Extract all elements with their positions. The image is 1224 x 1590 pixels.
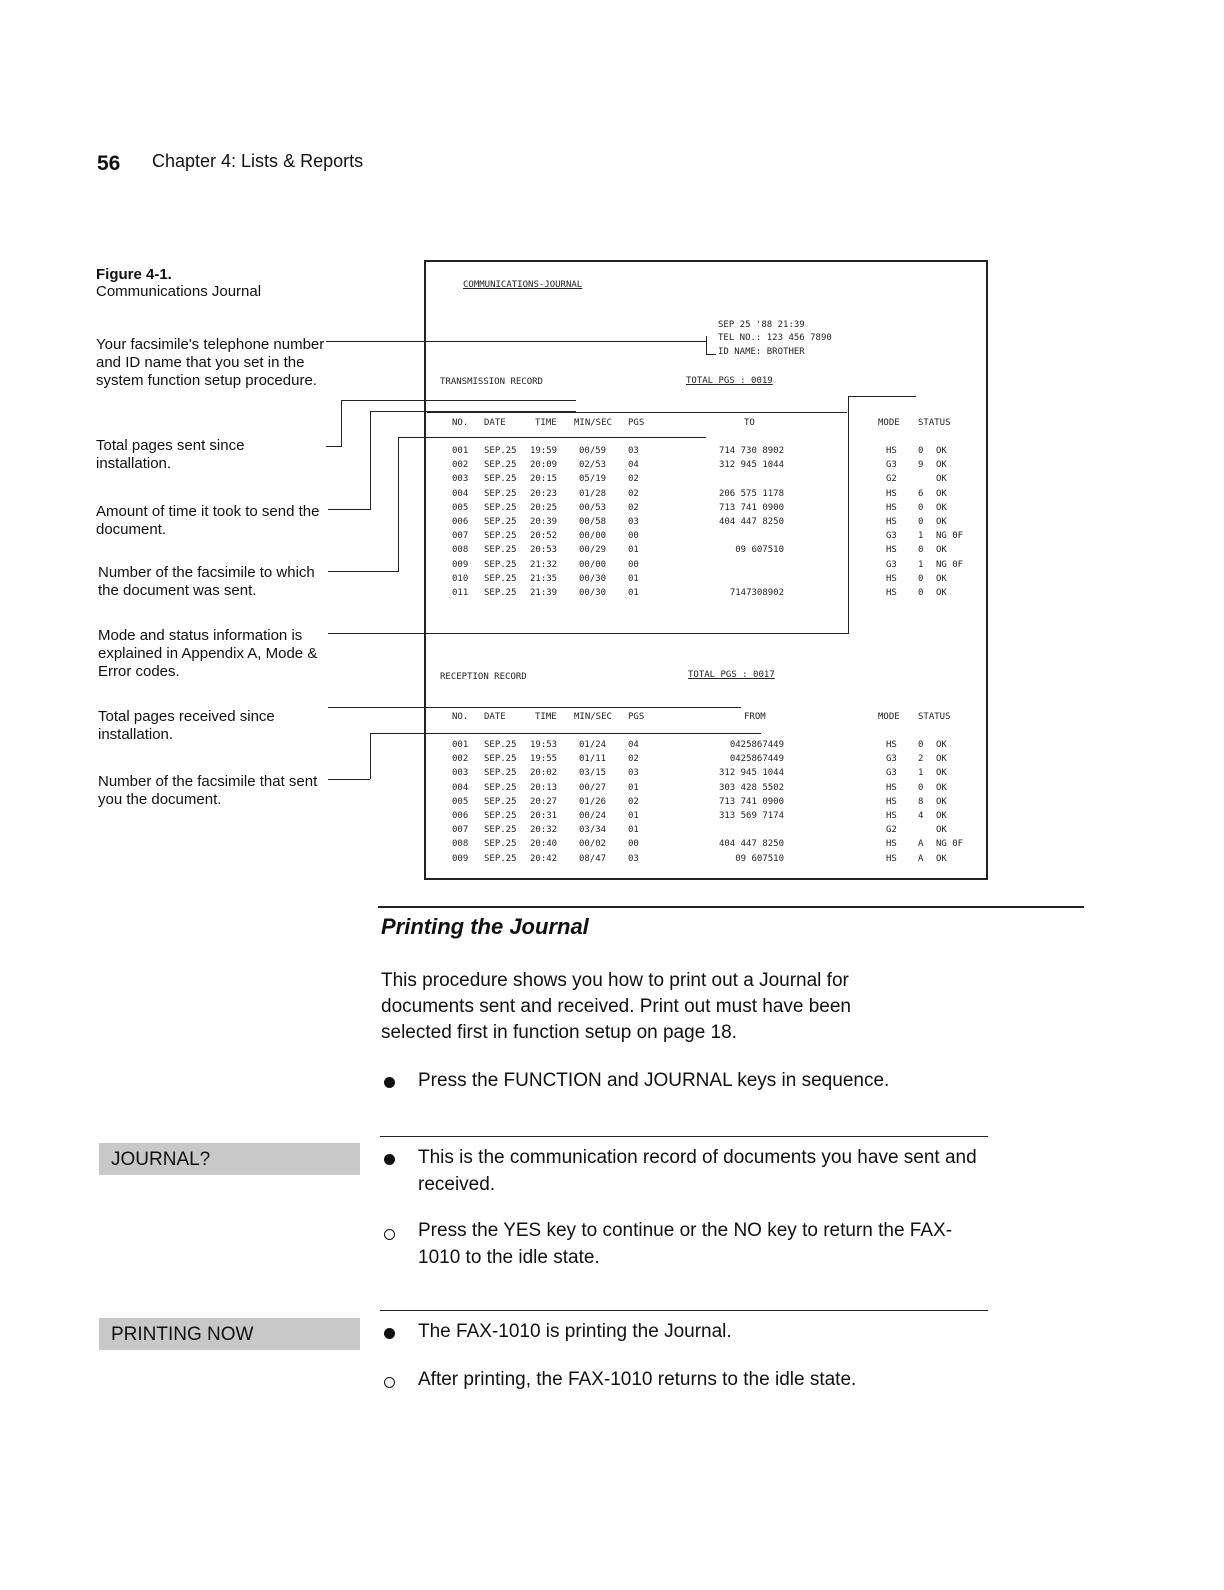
rx-cell: SEP.25 [484,754,517,765]
rx-cell: 02 [628,754,639,765]
callout-mode-status: Mode and status information is explained in Appendix A, Mode & Error codes. [98,627,318,680]
tx-cell: 03 [628,446,639,456]
leader-line [370,411,371,510]
rx-mode-status-cell: HS [886,853,897,864]
tx-col-header: DATE [484,418,506,428]
rx-mode-status-cell: 0 [918,782,924,793]
rx-cell: 03 [628,853,639,864]
journal-tel: TEL NO.: 123 456 7890 [718,333,832,343]
tx-mode-status-cell: G3 [886,460,897,471]
tx-cell: 04 [628,460,639,471]
tx-cell: 00 [628,559,639,570]
tx-cell: 20:23 [530,488,558,499]
leader-line [341,400,342,447]
tx-cell: 20:53 [530,545,558,556]
tx-mode-status-cell: OK [936,446,947,456]
tx-mode-status-cell: 0 [918,573,924,584]
tx-cell: 01 [628,545,639,556]
reception-total: TOTAL PGS : 0017 [688,670,775,680]
rx-mode-status-cell: OK [936,754,947,765]
tx-cell: 007 [452,531,469,542]
callout-send-time: Amount of time it took to send the document. [96,503,320,538]
journal-id-name: ID NAME: BROTHER [718,347,805,357]
rx-number-cell: 313 569 7174 [718,811,784,821]
tx-cell: 00/30 [579,588,607,598]
rx-col-header: NO. [452,712,469,722]
rx-cell: SEP.25 [484,811,517,821]
tx-mode-status-cell: 6 [918,488,924,499]
rx-cell: 19:53 [530,740,558,750]
rx-cell: 006 [452,811,469,821]
tx-number-cell: 312 945 1044 [718,460,784,471]
rx-cell: 08/47 [579,853,607,864]
tx-cell: 05/19 [579,474,607,485]
bracket [706,354,716,355]
rx-cell: 20:40 [530,839,558,850]
tx-cell: SEP.25 [484,588,517,598]
rx-cell: 20:31 [530,811,558,821]
tx-cell: 02 [628,474,639,485]
tx-cell: SEP.25 [484,517,517,527]
rx-mode-status-cell: G3 [886,768,897,779]
tx-number-cell: 09 607510 [735,545,784,556]
tx-number-cell: 7147308902 [729,588,784,598]
leader-line [328,571,398,572]
tx-cell: 00/29 [579,545,607,556]
leader-line [326,446,341,447]
rx-mode-status-cell: NG 0F [936,839,964,850]
step-rule [380,1136,988,1137]
tx-mode-status-cell: OK [936,545,947,556]
tx-mode-status-cell: HS [886,588,897,598]
rx-cell: 00/02 [579,839,607,850]
tx-mode-status-cell: 1 [918,559,924,570]
step-after-printing: After printing, the FAX-1010 returns to the idle state. [418,1369,857,1390]
rx-mode-status-cell: G3 [886,754,897,765]
bracket [706,336,707,354]
page-number: 56 [97,152,121,175]
step-printing: The FAX-1010 is printing the Journal. [418,1321,732,1342]
rx-cell: 005 [452,796,469,807]
step-yes-no: Press the YES key to continue or the NO key to return the FAX-1010 to the idle state. [418,1220,953,1268]
tx-number-cell: 714 730 8902 [718,446,784,456]
rx-cell: 01 [628,782,639,793]
lcd-journal: JOURNAL? [99,1143,360,1175]
rx-cell: 03/15 [579,768,607,779]
rx-cell: 01/11 [579,754,607,765]
rx-cell: 008 [452,839,469,850]
lcd-printing-now: PRINTING NOW [99,1318,360,1350]
tx-cell: 02 [628,488,639,499]
leader-line [328,779,370,780]
tx-cell: SEP.25 [484,573,517,584]
tx-cell: SEP.25 [484,446,517,456]
tx-number-cell: 404 447 8250 [718,517,784,527]
leader-line [398,437,399,572]
leader-line [328,509,370,510]
rx-cell: 002 [452,754,469,765]
transmission-title: TRANSMISSION RECORD [440,377,543,387]
tx-mode-status-cell: 0 [918,502,924,513]
rx-col-header: PGS [628,712,645,722]
rx-cell: 00/24 [579,811,607,821]
rx-mode-status-cell: 0 [918,740,924,750]
callout-dest-number: Number of the facsimile to which the document was sent. [98,564,315,599]
rx-cell: 007 [452,825,469,836]
rx-cell: 00 [628,839,639,850]
tx-mode-status-cell: HS [886,502,897,513]
rx-mode-status-cell: HS [886,811,897,821]
tx-cell: SEP.25 [484,531,517,542]
step-rule [380,1310,988,1311]
rx-cell: SEP.25 [484,839,517,850]
tx-col-header: TIME [535,418,557,428]
step-press-function: Press the FUNCTION and JOURNAL keys in sequence. [418,1070,890,1091]
tx-mode-status-cell: HS [886,545,897,556]
rx-cell: SEP.25 [484,796,517,807]
tx-cell: 00/53 [579,502,607,513]
rx-cell: SEP.25 [484,853,517,864]
rx-number-cell: 0425867449 [729,740,784,750]
tx-mode-status-cell: OK [936,460,947,471]
figure-label: Figure 4-1. [96,266,172,283]
rx-mode-status-cell: A [918,853,924,864]
tx-cell: 20:52 [530,531,558,542]
callout-total-sent: Total pages sent since installation. [96,437,245,472]
tx-col-header: NO. [452,418,469,428]
rx-mode-status-cell: G2 [886,825,897,836]
rx-cell: 03 [628,768,639,779]
figure-caption: Communications Journal [96,283,262,300]
tx-cell: 010 [452,573,469,584]
rx-cell: 001 [452,740,469,750]
tx-cell: 21:35 [530,573,558,584]
tx-cell: 02/53 [579,460,607,471]
rx-mode-status-cell: HS [886,740,897,750]
rx-mode-status-cell: OK [936,782,947,793]
rx-col-header: MIN/SEC [574,712,612,722]
tx-mode-status-cell: G2 [886,474,897,485]
rx-number-cell: 0425867449 [729,754,784,765]
tx-mode-status-cell: 0 [918,588,924,598]
tx-number-cell: 206 575 1178 [718,488,784,499]
rx-cell: 003 [452,768,469,779]
tx-cell: 003 [452,474,469,485]
rx-mode-status-cell: OK [936,796,947,807]
tx-cell: 21:32 [530,559,558,570]
callout-tel-id: Your facsimile's telephone number and ID name that you set in the system function setup procedure. [96,336,325,389]
rx-cell: SEP.25 [484,825,517,836]
rx-cell: 19:55 [530,754,558,765]
tx-mode-status-cell: OK [936,588,947,598]
bullet-open [384,1377,395,1388]
rx-number-cell: 713 741 0900 [718,796,784,807]
rx-cell: 01/26 [579,796,607,807]
tx-cell: 011 [452,588,469,598]
bullet-filled [384,1328,395,1339]
rx-cell: 00/27 [579,782,607,793]
tx-mode-status-cell: HS [886,446,897,456]
rx-cell: 20:27 [530,796,558,807]
rx-col-header: DATE [484,712,506,722]
tx-cell: 00/00 [579,531,607,542]
rx-col-header: STATUS [918,712,951,722]
tx-cell: 002 [452,460,469,471]
rx-cell: 20:02 [530,768,558,779]
divider [427,412,847,413]
callout-total-received: Total pages received since installation. [98,708,275,743]
bullet-filled [384,1077,395,1088]
rx-number-cell: 09 607510 [735,853,784,864]
chapter-title: Chapter 4: Lists & Reports [152,151,364,171]
tx-mode-status-cell: OK [936,488,947,499]
rx-col-header: FROM [744,712,766,722]
rx-cell: SEP.25 [484,740,517,750]
tx-mode-status-cell: OK [936,573,947,584]
tx-cell: 00/30 [579,573,607,584]
rx-cell: 01 [628,825,639,836]
rx-cell: 20:13 [530,782,558,793]
tx-mode-status-cell: G3 [886,531,897,542]
rx-number-cell: 404 447 8250 [718,839,784,850]
rx-mode-status-cell: HS [886,782,897,793]
tx-cell: 20:15 [530,474,558,485]
callout-source-number: Number of the facsimile that sent you the document. [98,773,318,808]
tx-mode-status-cell: OK [936,502,947,513]
tx-cell: SEP.25 [484,488,517,499]
tx-cell: 00 [628,531,639,542]
rx-cell: 02 [628,796,639,807]
transmission-total: TOTAL PGS : 0019 [686,376,773,386]
leader-line [370,733,371,779]
tx-mode-status-cell: OK [936,517,947,527]
tx-mode-status-cell: G3 [886,559,897,570]
tx-cell: 00/58 [579,517,607,527]
tx-col-header: TO [744,418,755,428]
rx-cell: 20:42 [530,853,558,864]
tx-col-header: STATUS [918,418,951,428]
rx-mode-status-cell: OK [936,853,947,864]
rx-cell: 04 [628,740,639,750]
journal-title: COMMUNICATIONS-JOURNAL [463,280,583,290]
section-rule [378,906,1084,908]
tx-cell: 001 [452,446,469,456]
tx-cell: 02 [628,502,639,513]
rx-mode-status-cell: OK [936,768,947,779]
rx-col-header: TIME [535,712,557,722]
tx-cell: SEP.25 [484,474,517,485]
tx-cell: SEP.25 [484,502,517,513]
rx-mode-status-cell: 2 [918,754,924,765]
rx-cell: 01 [628,811,639,821]
rx-cell: SEP.25 [484,768,517,779]
tx-cell: SEP.25 [484,545,517,556]
tx-cell: SEP.25 [484,460,517,471]
tx-cell: 004 [452,488,469,499]
tx-cell: 03 [628,517,639,527]
tx-mode-status-cell: HS [886,517,897,527]
journal-datetime: SEP 25 '88 21:39 [718,320,805,330]
tx-mode-status-cell: NG 0F [936,559,964,570]
rx-cell: 004 [452,782,469,793]
tx-cell: 009 [452,559,469,570]
rx-cell: SEP.25 [484,782,517,793]
rx-cell: 03/34 [579,825,607,836]
rx-mode-status-cell: HS [886,796,897,807]
tx-mode-status-cell: 1 [918,531,924,542]
tx-cell: 01 [628,573,639,584]
rx-mode-status-cell: OK [936,740,947,750]
tx-col-header: MODE [878,418,900,428]
bullet-open [384,1229,395,1240]
step-communication-record: This is the communication record of documents you have sent and received. [418,1147,977,1195]
rx-mode-status-cell: 1 [918,768,924,779]
rx-number-cell: 312 945 1044 [718,768,784,779]
tx-mode-status-cell: HS [886,573,897,584]
rx-mode-status-cell: 8 [918,796,924,807]
tx-cell: 00/59 [579,446,607,456]
section-intro: This procedure shows you how to print out a Journal for documents sent and received. Print out must have been selected first in function setup on page 18. [381,970,851,1043]
tx-cell: 20:25 [530,502,558,513]
tx-cell: 19:59 [530,446,558,456]
rx-cell: 009 [452,853,469,864]
tx-cell: SEP.25 [484,559,517,570]
tx-cell: 008 [452,545,469,556]
tx-col-header: MIN/SEC [574,418,612,428]
tx-cell: 20:39 [530,517,558,527]
rx-cell: 20:32 [530,825,558,836]
tx-mode-status-cell: OK [936,474,947,485]
tx-mode-status-cell: 9 [918,460,924,471]
tx-cell: 01 [628,588,639,598]
tx-cell: 21:39 [530,588,558,598]
tx-cell: 00/00 [579,559,607,570]
tx-mode-status-cell: HS [886,488,897,499]
rx-cell: 01/24 [579,740,607,750]
tx-cell: 006 [452,517,469,527]
tx-cell: 005 [452,502,469,513]
tx-col-header: PGS [628,418,645,428]
bullet-filled [384,1154,395,1165]
reception-title: RECEPTION RECORD [440,672,527,682]
rx-col-header: MODE [878,712,900,722]
tx-number-cell: 713 741 0900 [718,502,784,513]
tx-mode-status-cell: 0 [918,545,924,556]
rx-number-cell: 303 428 5502 [718,782,784,793]
tx-mode-status-cell: 0 [918,517,924,527]
tx-mode-status-cell: 0 [918,446,924,456]
section-title: Printing the Journal [381,914,589,939]
rx-mode-status-cell: HS [886,839,897,850]
rx-mode-status-cell: OK [936,825,947,836]
tx-cell: 20:09 [530,460,558,471]
tx-cell: 01/28 [579,488,607,499]
rx-mode-status-cell: 4 [918,811,924,821]
rx-mode-status-cell: A [918,839,924,850]
rx-mode-status-cell: OK [936,811,947,821]
tx-mode-status-cell: NG 0F [936,531,964,542]
